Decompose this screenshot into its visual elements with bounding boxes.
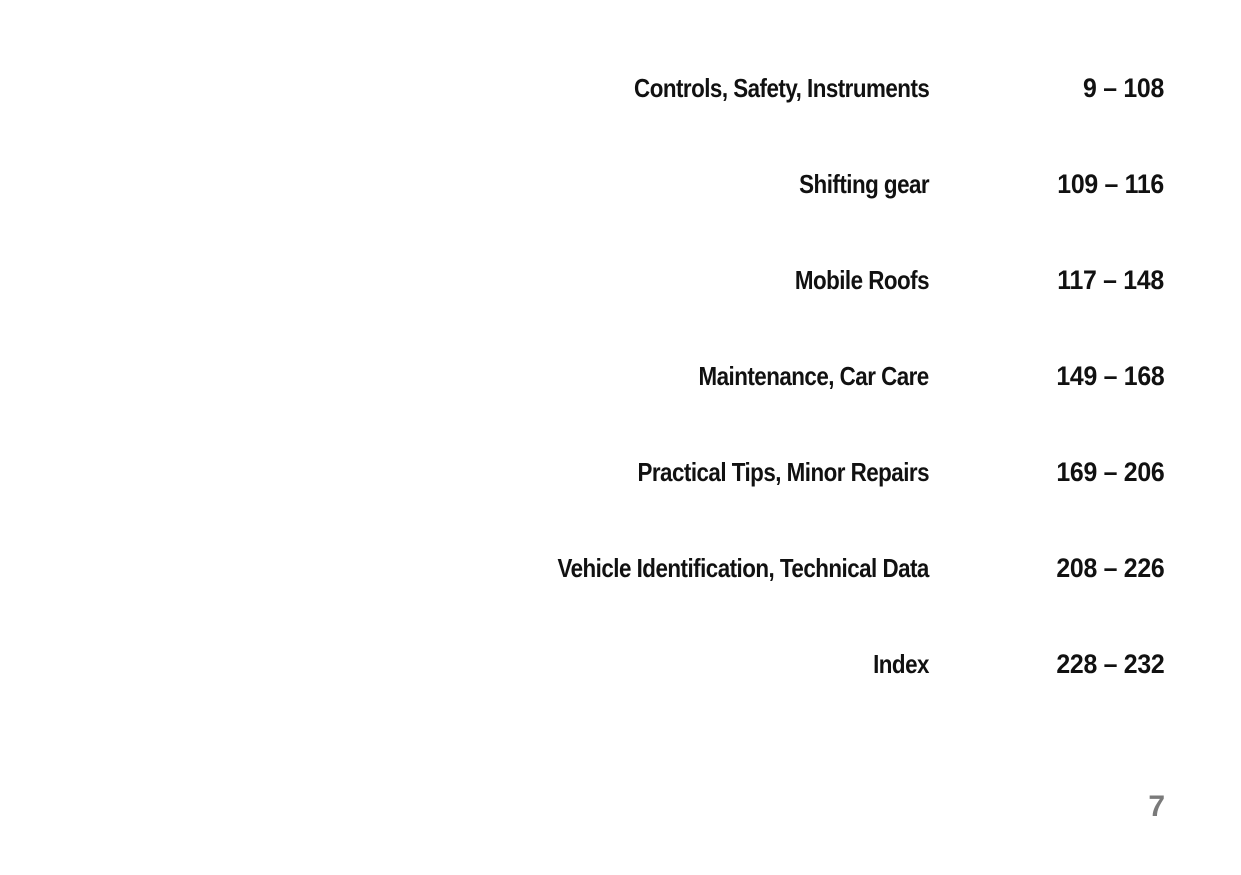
toc-entry-pages: 208 – 226 — [1055, 553, 1164, 583]
page-number: 7 — [1148, 790, 1165, 823]
toc-entry-pages: 9 – 108 — [1083, 73, 1164, 103]
toc-entry-index[interactable] — [0, 644, 1241, 684]
toc-entry-controls[interactable] — [0, 68, 1241, 108]
toc-entry-pages: 169 – 206 — [1055, 457, 1164, 487]
toc-entry-mobile-roofs[interactable] — [0, 260, 1241, 300]
toc-entry-pages: 149 – 168 — [1055, 361, 1164, 391]
toc-entry-title: Controls, Safety, Instruments — [633, 73, 929, 103]
toc-entry-practical-tips[interactable] — [0, 452, 1241, 492]
toc-entry-maintenance[interactable] — [0, 356, 1241, 396]
toc-entry-title: Mobile Roofs — [794, 265, 929, 295]
toc-entry-pages: 228 – 232 — [1055, 649, 1164, 679]
toc-entry-pages: 117 – 148 — [1057, 265, 1164, 295]
toc-entry-title: Maintenance, Car Care — [698, 361, 929, 391]
toc-entry-pages: 109 – 116 — [1057, 169, 1164, 199]
toc-entry-shifting-gear[interactable] — [0, 164, 1241, 204]
toc-entry-title: Vehicle Identification, Technical Data — [557, 553, 929, 583]
toc-entry-title: Shifting gear — [799, 169, 929, 199]
toc-entry-title: Practical Tips, Minor Repairs — [637, 457, 929, 487]
toc-entry-vehicle-identification[interactable] — [0, 548, 1241, 588]
toc-entry-title: Index — [873, 649, 929, 679]
